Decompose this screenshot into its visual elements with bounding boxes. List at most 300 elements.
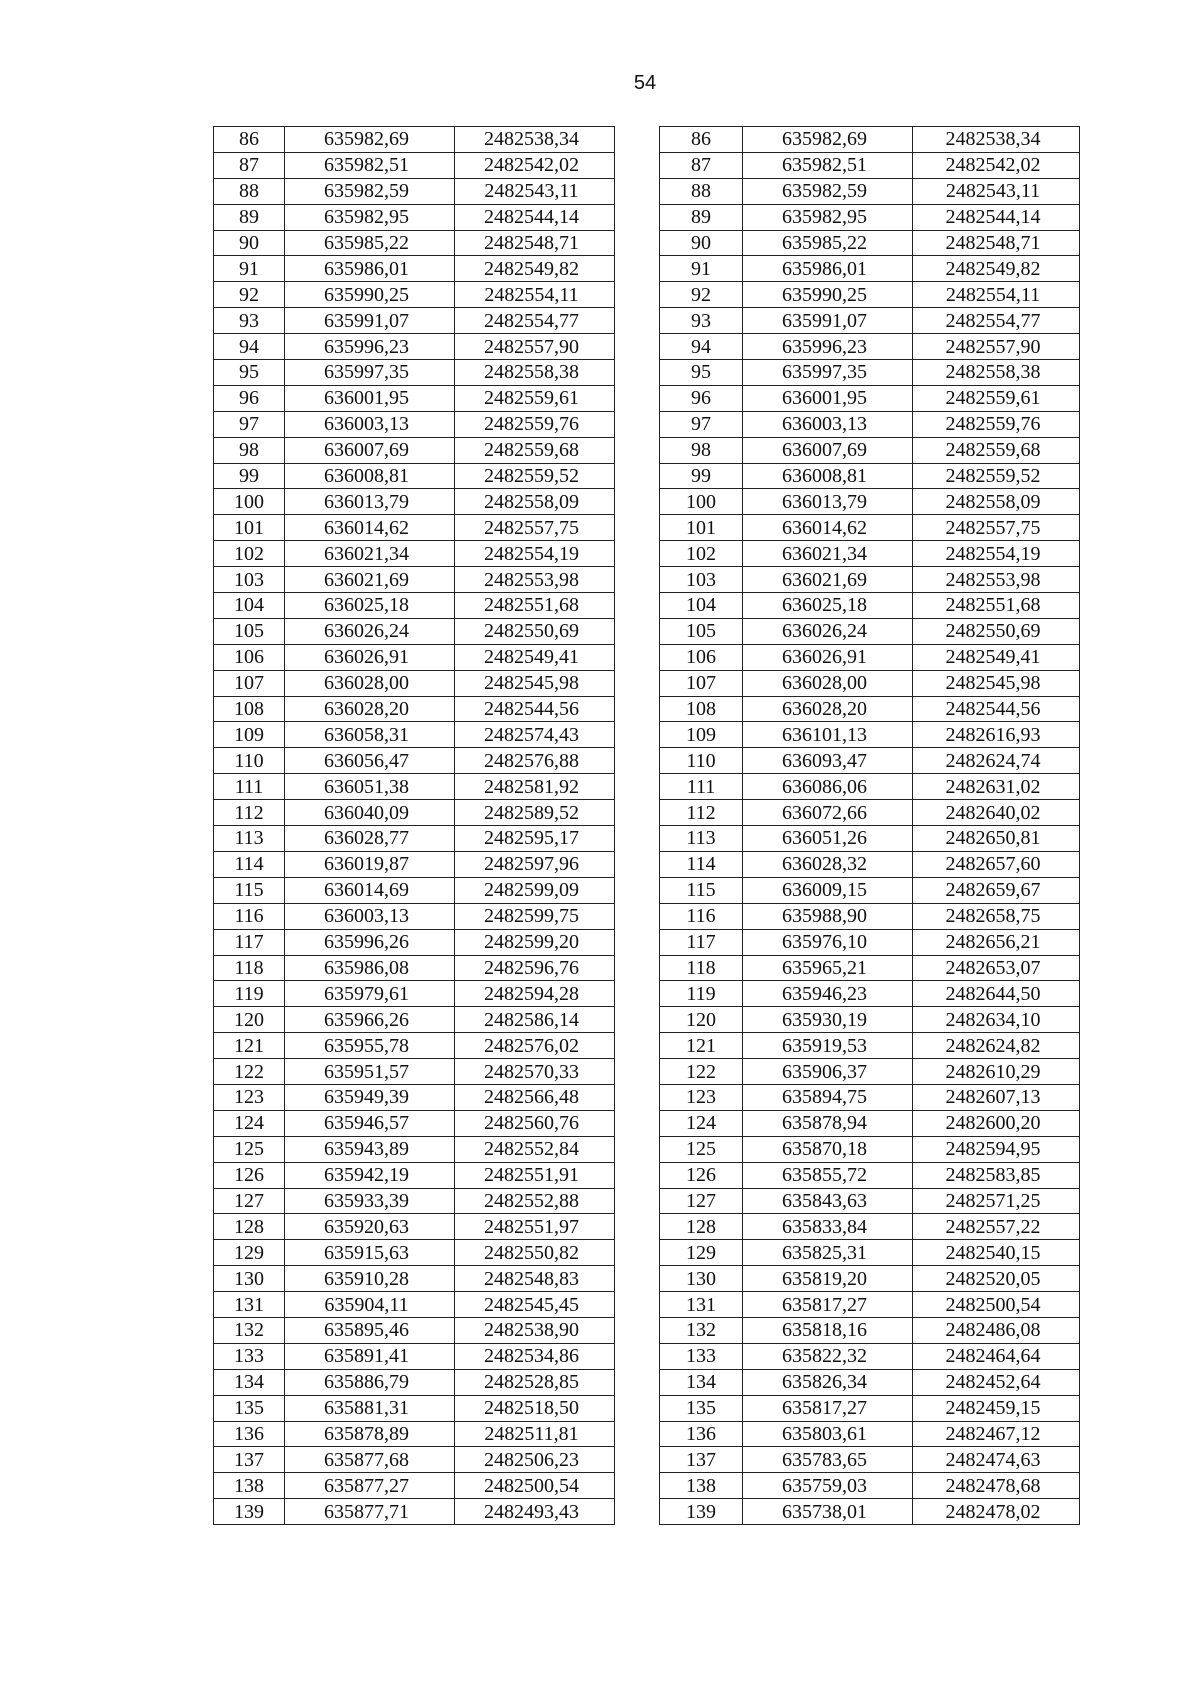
right-point-number: 109	[660, 722, 743, 748]
right-x-coordinate: 636028,32	[743, 851, 913, 877]
left-point-number: 106	[214, 644, 285, 670]
right-y-coordinate: 2482594,95	[913, 1136, 1080, 1162]
table-row	[214, 774, 1080, 800]
left-point-number: 130	[214, 1266, 285, 1292]
right-point-number: 102	[660, 541, 743, 567]
column-gap	[615, 178, 660, 204]
column-gap	[615, 1214, 660, 1240]
left-y-coordinate: 2482574,43	[455, 722, 615, 748]
table-row	[214, 334, 1080, 360]
right-x-coordinate: 636013,79	[743, 489, 913, 515]
table-row	[214, 593, 1080, 619]
left-point-number: 87	[214, 152, 285, 178]
table-row	[214, 282, 1080, 308]
table-row	[214, 489, 1080, 515]
left-x-coordinate: 635877,68	[285, 1447, 455, 1473]
left-point-number: 100	[214, 489, 285, 515]
right-y-coordinate: 2482659,67	[913, 877, 1080, 903]
left-y-coordinate: 2482566,48	[455, 1084, 615, 1110]
table-row	[214, 152, 1080, 178]
left-y-coordinate: 2482554,77	[455, 308, 615, 334]
left-x-coordinate: 635910,28	[285, 1266, 455, 1292]
left-x-coordinate: 635920,63	[285, 1214, 455, 1240]
left-point-number: 93	[214, 308, 285, 334]
right-x-coordinate: 636014,62	[743, 515, 913, 541]
right-point-number: 104	[660, 593, 743, 619]
column-gap	[615, 1007, 660, 1033]
left-y-coordinate: 2482551,97	[455, 1214, 615, 1240]
left-y-coordinate: 2482543,11	[455, 178, 615, 204]
left-point-number: 90	[214, 230, 285, 256]
left-point-number: 110	[214, 748, 285, 774]
right-x-coordinate: 635997,35	[743, 360, 913, 386]
left-point-number: 92	[214, 282, 285, 308]
left-x-coordinate: 636025,18	[285, 593, 455, 619]
column-gap	[615, 748, 660, 774]
column-gap	[615, 230, 660, 256]
right-y-coordinate: 2482658,75	[913, 903, 1080, 929]
right-y-coordinate: 2482550,69	[913, 618, 1080, 644]
left-point-number: 123	[214, 1084, 285, 1110]
right-y-coordinate: 2482459,15	[913, 1395, 1080, 1421]
left-x-coordinate: 635996,23	[285, 334, 455, 360]
right-y-coordinate: 2482644,50	[913, 981, 1080, 1007]
left-x-coordinate: 636014,62	[285, 515, 455, 541]
column-gap	[615, 463, 660, 489]
left-x-coordinate: 635943,89	[285, 1136, 455, 1162]
left-x-coordinate: 635982,51	[285, 152, 455, 178]
left-point-number: 107	[214, 670, 285, 696]
right-x-coordinate: 636093,47	[743, 748, 913, 774]
left-x-coordinate: 636014,69	[285, 877, 455, 903]
column-gap	[615, 618, 660, 644]
right-x-coordinate: 635819,20	[743, 1266, 913, 1292]
left-point-number: 104	[214, 593, 285, 619]
left-y-coordinate: 2482542,02	[455, 152, 615, 178]
left-x-coordinate: 635904,11	[285, 1292, 455, 1318]
left-x-coordinate: 635915,63	[285, 1240, 455, 1266]
right-point-number: 130	[660, 1266, 743, 1292]
left-point-number: 120	[214, 1007, 285, 1033]
column-gap	[615, 127, 660, 153]
left-point-number: 124	[214, 1110, 285, 1136]
left-y-coordinate: 2482548,71	[455, 230, 615, 256]
right-y-coordinate: 2482544,56	[913, 696, 1080, 722]
left-y-coordinate: 2482560,76	[455, 1110, 615, 1136]
right-y-coordinate: 2482559,61	[913, 385, 1080, 411]
table-row	[214, 463, 1080, 489]
table-row	[214, 1395, 1080, 1421]
left-y-coordinate: 2482551,68	[455, 593, 615, 619]
right-x-coordinate: 635803,61	[743, 1421, 913, 1447]
right-point-number: 90	[660, 230, 743, 256]
right-x-coordinate: 636072,66	[743, 800, 913, 826]
table-row	[214, 670, 1080, 696]
left-x-coordinate: 635997,35	[285, 360, 455, 386]
right-x-coordinate: 635991,07	[743, 308, 913, 334]
left-point-number: 119	[214, 981, 285, 1007]
left-x-coordinate: 635886,79	[285, 1369, 455, 1395]
right-point-number: 126	[660, 1162, 743, 1188]
right-x-coordinate: 635982,51	[743, 152, 913, 178]
right-y-coordinate: 2482549,82	[913, 256, 1080, 282]
column-gap	[615, 800, 660, 826]
right-y-coordinate: 2482583,85	[913, 1162, 1080, 1188]
right-y-coordinate: 2482624,74	[913, 748, 1080, 774]
right-x-coordinate: 635982,69	[743, 127, 913, 153]
table-row	[214, 955, 1080, 981]
table-row	[214, 1266, 1080, 1292]
left-point-number: 134	[214, 1369, 285, 1395]
column-gap	[615, 826, 660, 852]
table-row	[214, 1007, 1080, 1033]
column-gap	[615, 1473, 660, 1499]
right-x-coordinate: 635870,18	[743, 1136, 913, 1162]
left-x-coordinate: 635878,89	[285, 1421, 455, 1447]
right-y-coordinate: 2482540,15	[913, 1240, 1080, 1266]
right-point-number: 122	[660, 1059, 743, 1085]
left-x-coordinate: 636040,09	[285, 800, 455, 826]
column-gap	[615, 1059, 660, 1085]
table-row	[214, 437, 1080, 463]
left-x-coordinate: 635891,41	[285, 1343, 455, 1369]
left-y-coordinate: 2482570,33	[455, 1059, 615, 1085]
column-gap	[615, 851, 660, 877]
left-y-coordinate: 2482538,90	[455, 1317, 615, 1343]
left-point-number: 94	[214, 334, 285, 360]
left-point-number: 132	[214, 1317, 285, 1343]
left-x-coordinate: 635986,08	[285, 955, 455, 981]
left-x-coordinate: 636003,13	[285, 903, 455, 929]
left-y-coordinate: 2482544,14	[455, 204, 615, 230]
right-point-number: 116	[660, 903, 743, 929]
right-x-coordinate: 635843,63	[743, 1188, 913, 1214]
left-y-coordinate: 2482545,45	[455, 1292, 615, 1318]
right-x-coordinate: 636101,13	[743, 722, 913, 748]
right-x-coordinate: 635982,95	[743, 204, 913, 230]
right-x-coordinate: 635826,34	[743, 1369, 913, 1395]
right-x-coordinate: 636051,26	[743, 826, 913, 852]
right-x-coordinate: 635990,25	[743, 282, 913, 308]
right-point-number: 128	[660, 1214, 743, 1240]
left-x-coordinate: 636028,77	[285, 826, 455, 852]
left-point-number: 112	[214, 800, 285, 826]
right-point-number: 134	[660, 1369, 743, 1395]
table-row	[214, 618, 1080, 644]
table-row	[214, 1317, 1080, 1343]
left-y-coordinate: 2482552,88	[455, 1188, 615, 1214]
left-y-coordinate: 2482500,54	[455, 1473, 615, 1499]
right-point-number: 131	[660, 1292, 743, 1318]
left-point-number: 114	[214, 851, 285, 877]
left-y-coordinate: 2482545,98	[455, 670, 615, 696]
left-point-number: 91	[214, 256, 285, 282]
table-row	[214, 800, 1080, 826]
left-y-coordinate: 2482554,19	[455, 541, 615, 567]
left-point-number: 129	[214, 1240, 285, 1266]
right-y-coordinate: 2482657,60	[913, 851, 1080, 877]
right-x-coordinate: 635894,75	[743, 1084, 913, 1110]
right-x-coordinate: 636086,06	[743, 774, 913, 800]
left-y-coordinate: 2482544,56	[455, 696, 615, 722]
left-y-coordinate: 2482511,81	[455, 1421, 615, 1447]
table-row	[214, 308, 1080, 334]
column-gap	[615, 696, 660, 722]
table-row	[214, 1499, 1080, 1525]
right-y-coordinate: 2482607,13	[913, 1084, 1080, 1110]
table-row	[214, 1059, 1080, 1085]
right-y-coordinate: 2482543,11	[913, 178, 1080, 204]
right-x-coordinate: 635982,59	[743, 178, 913, 204]
column-gap	[615, 489, 660, 515]
left-point-number: 86	[214, 127, 285, 153]
column-gap	[615, 722, 660, 748]
right-y-coordinate: 2482520,05	[913, 1266, 1080, 1292]
right-y-coordinate: 2482478,02	[913, 1499, 1080, 1525]
left-y-coordinate: 2482559,68	[455, 437, 615, 463]
left-point-number: 105	[214, 618, 285, 644]
left-point-number: 109	[214, 722, 285, 748]
left-x-coordinate: 636001,95	[285, 385, 455, 411]
left-x-coordinate: 635946,57	[285, 1110, 455, 1136]
table-row	[214, 826, 1080, 852]
right-point-number: 129	[660, 1240, 743, 1266]
left-point-number: 138	[214, 1473, 285, 1499]
left-y-coordinate: 2482599,09	[455, 877, 615, 903]
left-point-number: 99	[214, 463, 285, 489]
left-x-coordinate: 635895,46	[285, 1317, 455, 1343]
column-gap	[615, 1084, 660, 1110]
column-gap	[615, 929, 660, 955]
column-gap	[615, 1266, 660, 1292]
left-point-number: 127	[214, 1188, 285, 1214]
table-row	[214, 411, 1080, 437]
table-row	[214, 1343, 1080, 1369]
right-x-coordinate: 635930,19	[743, 1007, 913, 1033]
table-row	[214, 515, 1080, 541]
table-row	[214, 178, 1080, 204]
table-row	[214, 1473, 1080, 1499]
left-point-number: 139	[214, 1499, 285, 1525]
right-y-coordinate: 2482600,20	[913, 1110, 1080, 1136]
left-point-number: 102	[214, 541, 285, 567]
right-point-number: 105	[660, 618, 743, 644]
right-y-coordinate: 2482656,21	[913, 929, 1080, 955]
right-x-coordinate: 636007,69	[743, 437, 913, 463]
left-point-number: 96	[214, 385, 285, 411]
left-point-number: 126	[214, 1162, 285, 1188]
table-row	[214, 1188, 1080, 1214]
left-y-coordinate: 2482597,96	[455, 851, 615, 877]
right-point-number: 106	[660, 644, 743, 670]
right-y-coordinate: 2482542,02	[913, 152, 1080, 178]
right-point-number: 132	[660, 1317, 743, 1343]
right-point-number: 91	[660, 256, 743, 282]
column-gap	[615, 308, 660, 334]
right-x-coordinate: 635738,01	[743, 1499, 913, 1525]
left-x-coordinate: 636021,69	[285, 567, 455, 593]
right-y-coordinate: 2482545,98	[913, 670, 1080, 696]
right-y-coordinate: 2482551,68	[913, 593, 1080, 619]
right-y-coordinate: 2482616,93	[913, 722, 1080, 748]
right-point-number: 138	[660, 1473, 743, 1499]
right-y-coordinate: 2482467,12	[913, 1421, 1080, 1447]
table-row	[214, 256, 1080, 282]
left-x-coordinate: 635951,57	[285, 1059, 455, 1085]
right-point-number: 98	[660, 437, 743, 463]
left-point-number: 118	[214, 955, 285, 981]
right-x-coordinate: 635965,21	[743, 955, 913, 981]
column-gap	[615, 385, 660, 411]
right-point-number: 123	[660, 1084, 743, 1110]
right-x-coordinate: 635855,72	[743, 1162, 913, 1188]
column-gap	[615, 204, 660, 230]
left-x-coordinate: 635990,25	[285, 282, 455, 308]
right-y-coordinate: 2482650,81	[913, 826, 1080, 852]
right-point-number: 101	[660, 515, 743, 541]
right-point-number: 94	[660, 334, 743, 360]
column-gap	[615, 1110, 660, 1136]
table-row	[214, 1369, 1080, 1395]
right-point-number: 87	[660, 152, 743, 178]
column-gap	[615, 1136, 660, 1162]
table-row	[214, 1162, 1080, 1188]
column-gap	[615, 515, 660, 541]
left-y-coordinate: 2482554,11	[455, 282, 615, 308]
right-point-number: 124	[660, 1110, 743, 1136]
right-x-coordinate: 635946,23	[743, 981, 913, 1007]
right-point-number: 125	[660, 1136, 743, 1162]
left-y-coordinate: 2482550,82	[455, 1240, 615, 1266]
table-row	[214, 696, 1080, 722]
right-x-coordinate: 635906,37	[743, 1059, 913, 1085]
right-point-number: 115	[660, 877, 743, 903]
right-x-coordinate: 635996,23	[743, 334, 913, 360]
right-y-coordinate: 2482474,63	[913, 1447, 1080, 1473]
column-gap	[615, 1369, 660, 1395]
left-point-number: 115	[214, 877, 285, 903]
right-y-coordinate: 2482486,08	[913, 1317, 1080, 1343]
right-x-coordinate: 636028,20	[743, 696, 913, 722]
left-y-coordinate: 2482599,75	[455, 903, 615, 929]
table-row	[214, 127, 1080, 153]
right-x-coordinate: 635878,94	[743, 1110, 913, 1136]
right-x-coordinate: 636025,18	[743, 593, 913, 619]
left-x-coordinate: 635979,61	[285, 981, 455, 1007]
table-row	[214, 722, 1080, 748]
left-y-coordinate: 2482558,09	[455, 489, 615, 515]
left-y-coordinate: 2482559,52	[455, 463, 615, 489]
table-row	[214, 1084, 1080, 1110]
table-row	[214, 748, 1080, 774]
left-x-coordinate: 635982,69	[285, 127, 455, 153]
left-x-coordinate: 636028,00	[285, 670, 455, 696]
right-x-coordinate: 636009,15	[743, 877, 913, 903]
left-y-coordinate: 2482518,50	[455, 1395, 615, 1421]
left-point-number: 108	[214, 696, 285, 722]
left-x-coordinate: 635982,59	[285, 178, 455, 204]
right-y-coordinate: 2482558,38	[913, 360, 1080, 386]
left-y-coordinate: 2482586,14	[455, 1007, 615, 1033]
column-gap	[615, 1240, 660, 1266]
table-row	[214, 1136, 1080, 1162]
left-x-coordinate: 635991,07	[285, 308, 455, 334]
left-x-coordinate: 636003,13	[285, 411, 455, 437]
right-y-coordinate: 2482500,54	[913, 1292, 1080, 1318]
left-y-coordinate: 2482559,76	[455, 411, 615, 437]
right-point-number: 112	[660, 800, 743, 826]
left-y-coordinate: 2482557,90	[455, 334, 615, 360]
right-point-number: 93	[660, 308, 743, 334]
right-y-coordinate: 2482554,77	[913, 308, 1080, 334]
left-y-coordinate: 2482534,86	[455, 1343, 615, 1369]
table-row	[214, 1033, 1080, 1059]
column-gap	[615, 955, 660, 981]
left-point-number: 137	[214, 1447, 285, 1473]
right-y-coordinate: 2482554,19	[913, 541, 1080, 567]
left-y-coordinate: 2482493,43	[455, 1499, 615, 1525]
column-gap	[615, 541, 660, 567]
right-x-coordinate: 635825,31	[743, 1240, 913, 1266]
right-point-number: 111	[660, 774, 743, 800]
right-x-coordinate: 635833,84	[743, 1214, 913, 1240]
column-gap	[615, 437, 660, 463]
right-point-number: 110	[660, 748, 743, 774]
column-gap	[615, 256, 660, 282]
left-point-number: 128	[214, 1214, 285, 1240]
left-y-coordinate: 2482589,52	[455, 800, 615, 826]
column-gap	[615, 1447, 660, 1473]
left-point-number: 136	[214, 1421, 285, 1447]
left-point-number: 121	[214, 1033, 285, 1059]
coordinates-table-body	[214, 127, 1080, 1525]
right-point-number: 119	[660, 981, 743, 1007]
left-point-number: 122	[214, 1059, 285, 1085]
right-y-coordinate: 2482464,64	[913, 1343, 1080, 1369]
right-x-coordinate: 636003,13	[743, 411, 913, 437]
right-y-coordinate: 2482557,22	[913, 1214, 1080, 1240]
left-x-coordinate: 635986,01	[285, 256, 455, 282]
left-y-coordinate: 2482599,20	[455, 929, 615, 955]
left-point-number: 95	[214, 360, 285, 386]
right-point-number: 86	[660, 127, 743, 153]
right-point-number: 117	[660, 929, 743, 955]
left-x-coordinate: 635949,39	[285, 1084, 455, 1110]
right-y-coordinate: 2482559,52	[913, 463, 1080, 489]
table-row	[214, 360, 1080, 386]
table-row	[214, 385, 1080, 411]
right-y-coordinate: 2482653,07	[913, 955, 1080, 981]
right-point-number: 99	[660, 463, 743, 489]
right-y-coordinate: 2482559,68	[913, 437, 1080, 463]
right-y-coordinate: 2482559,76	[913, 411, 1080, 437]
table-row	[214, 1447, 1080, 1473]
right-point-number: 95	[660, 360, 743, 386]
right-point-number: 139	[660, 1499, 743, 1525]
left-y-coordinate: 2482549,41	[455, 644, 615, 670]
right-point-number: 89	[660, 204, 743, 230]
right-y-coordinate: 2482640,02	[913, 800, 1080, 826]
left-x-coordinate: 635982,95	[285, 204, 455, 230]
column-gap	[615, 1499, 660, 1525]
left-y-coordinate: 2482558,38	[455, 360, 615, 386]
right-y-coordinate: 2482634,10	[913, 1007, 1080, 1033]
column-gap	[615, 1033, 660, 1059]
left-y-coordinate: 2482576,88	[455, 748, 615, 774]
right-x-coordinate: 636021,34	[743, 541, 913, 567]
left-y-coordinate: 2482576,02	[455, 1033, 615, 1059]
column-gap	[615, 1343, 660, 1369]
